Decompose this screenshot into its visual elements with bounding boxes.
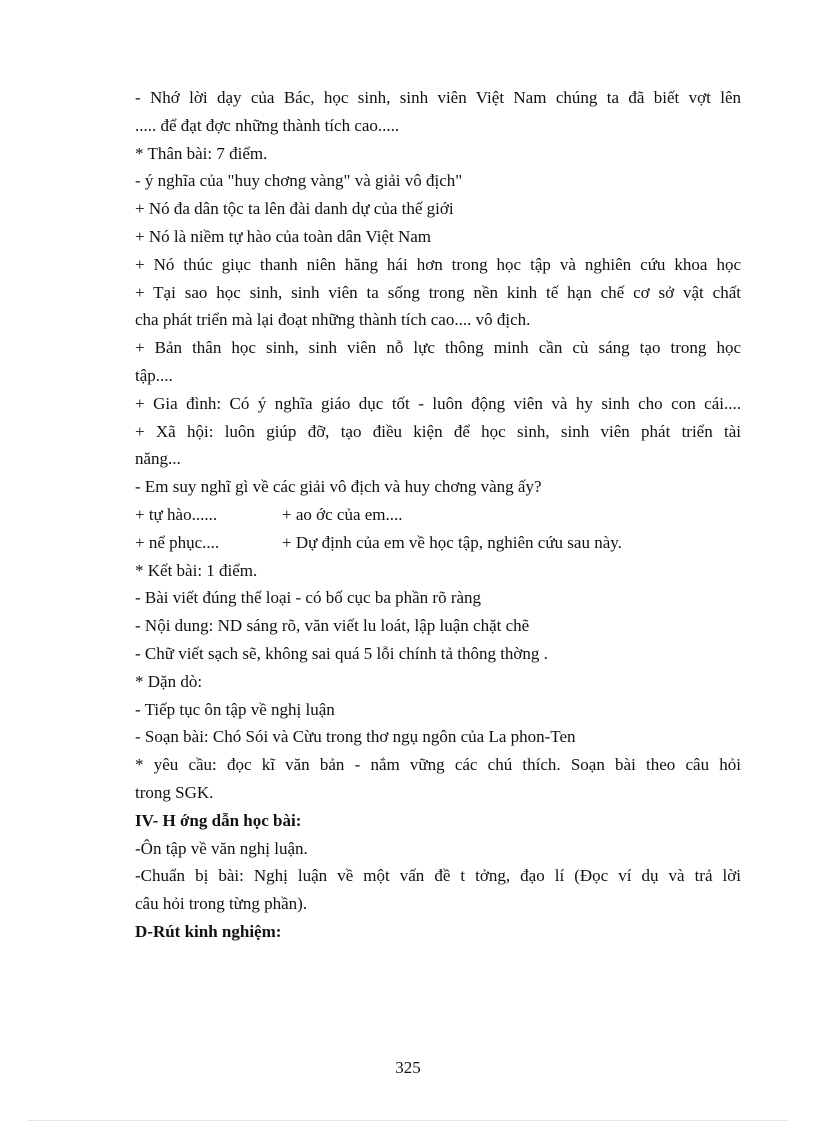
text-line: - Em suy nghĩ gì về các giải vô địch và huy chơng vàng ấy? bbox=[135, 477, 542, 497]
tab-row bbox=[135, 501, 741, 529]
text-line: + Nó là niềm tự hào của toàn dân Việt Nam bbox=[135, 226, 431, 246]
text-line: + Gia đình: Có ý nghĩa giáo dục tốt - luôn động viên và hy sinh cho con cái.... bbox=[135, 393, 741, 413]
text-line: + Xã hội: luôn giúp đỡ, tạo điều kiện để học sinh, sinh viên phát triển tài bbox=[135, 421, 741, 441]
text-line: câu hỏi trong từng phần). bbox=[135, 894, 308, 914]
tab-row-right: + ao ớc của em.... bbox=[282, 504, 403, 524]
text-line: - Soạn bài: Chó Sói và Cừu trong thơ ngụ ngôn của La phon-Ten bbox=[135, 727, 576, 747]
page-number: 325 bbox=[395, 1058, 421, 1077]
text-line: -Ôn tập về văn nghị luận. bbox=[135, 838, 308, 858]
text-line: - Bài viết đúng thể loại - có bố cục ba phần rõ ràng bbox=[135, 588, 482, 608]
text-line: cha phát triển mà lại đoạt những thành tích cao.... vô địch. bbox=[135, 310, 531, 330]
text-line: - Tiếp tục ôn tập về nghị luận bbox=[135, 699, 335, 719]
footer-divider bbox=[28, 1120, 788, 1121]
text-line: + Bản thân học sinh, sinh viên nỗ lực thông minh cần cù sáng tạo trong học bbox=[135, 338, 741, 358]
tab-row-right: + Dự định của em về học tập, nghiên cứu sau này. bbox=[282, 532, 622, 552]
tab-row-left: + tự hào...... bbox=[135, 504, 218, 524]
text-line: - ý nghĩa của "huy chơng vàng" và giải vô địch" bbox=[135, 171, 463, 191]
document-body bbox=[135, 84, 741, 946]
text-line: trong SGK. bbox=[135, 782, 214, 802]
text-line: ..... để đạt đợc những thành tích cao..... bbox=[135, 115, 400, 135]
text-line: * yêu cầu: đọc kĩ văn bản - nắm vững các chú thích. Soạn bài theo câu hỏi bbox=[135, 755, 741, 775]
tab-row bbox=[135, 529, 741, 557]
section-heading-guide: IV- H ớng dẫn học bài: bbox=[135, 810, 302, 830]
section-label: * Kết bài: 1 điểm. bbox=[135, 560, 258, 580]
text-line: tập.... bbox=[135, 365, 173, 385]
text-line: + Nó thúc giục thanh niên hăng hái hơn trong học tập và nghiên cứu khoa học bbox=[135, 254, 741, 274]
tab-row-left: + nể phục.... bbox=[135, 532, 220, 552]
text-line: + Tại sao học sinh, sinh viên ta sống trong nền kinh tế hạn chế cơ sở vật chất bbox=[135, 282, 741, 302]
text-line: - Nhớ lời dạy của Bác, học sinh, sinh viên Việt Nam chúng ta đã biết vợt lên bbox=[135, 88, 741, 107]
section-label: * Thân bài: 7 điểm. bbox=[135, 143, 268, 163]
section-label: * Dặn dò: bbox=[135, 671, 203, 691]
text-line: - Chữ viết sạch sẽ, không sai quá 5 lỗi chính tả thông thờng . bbox=[135, 643, 548, 663]
text-line: + Nó đa dân tộc ta lên đài danh dự của thế giới bbox=[135, 199, 454, 219]
section-heading-lessons: D-Rút kinh nghiệm: bbox=[135, 921, 282, 941]
text-line: năng... bbox=[135, 449, 181, 469]
text-line: -Chuẩn bị bài: Nghị luận về một vấn đề t tởng, đạo lí (Đọc ví dụ và trả lời bbox=[135, 866, 741, 886]
text-line: - Nội dung: ND sáng rõ, văn viết lu loát, lập luận chặt chẽ bbox=[135, 616, 530, 636]
